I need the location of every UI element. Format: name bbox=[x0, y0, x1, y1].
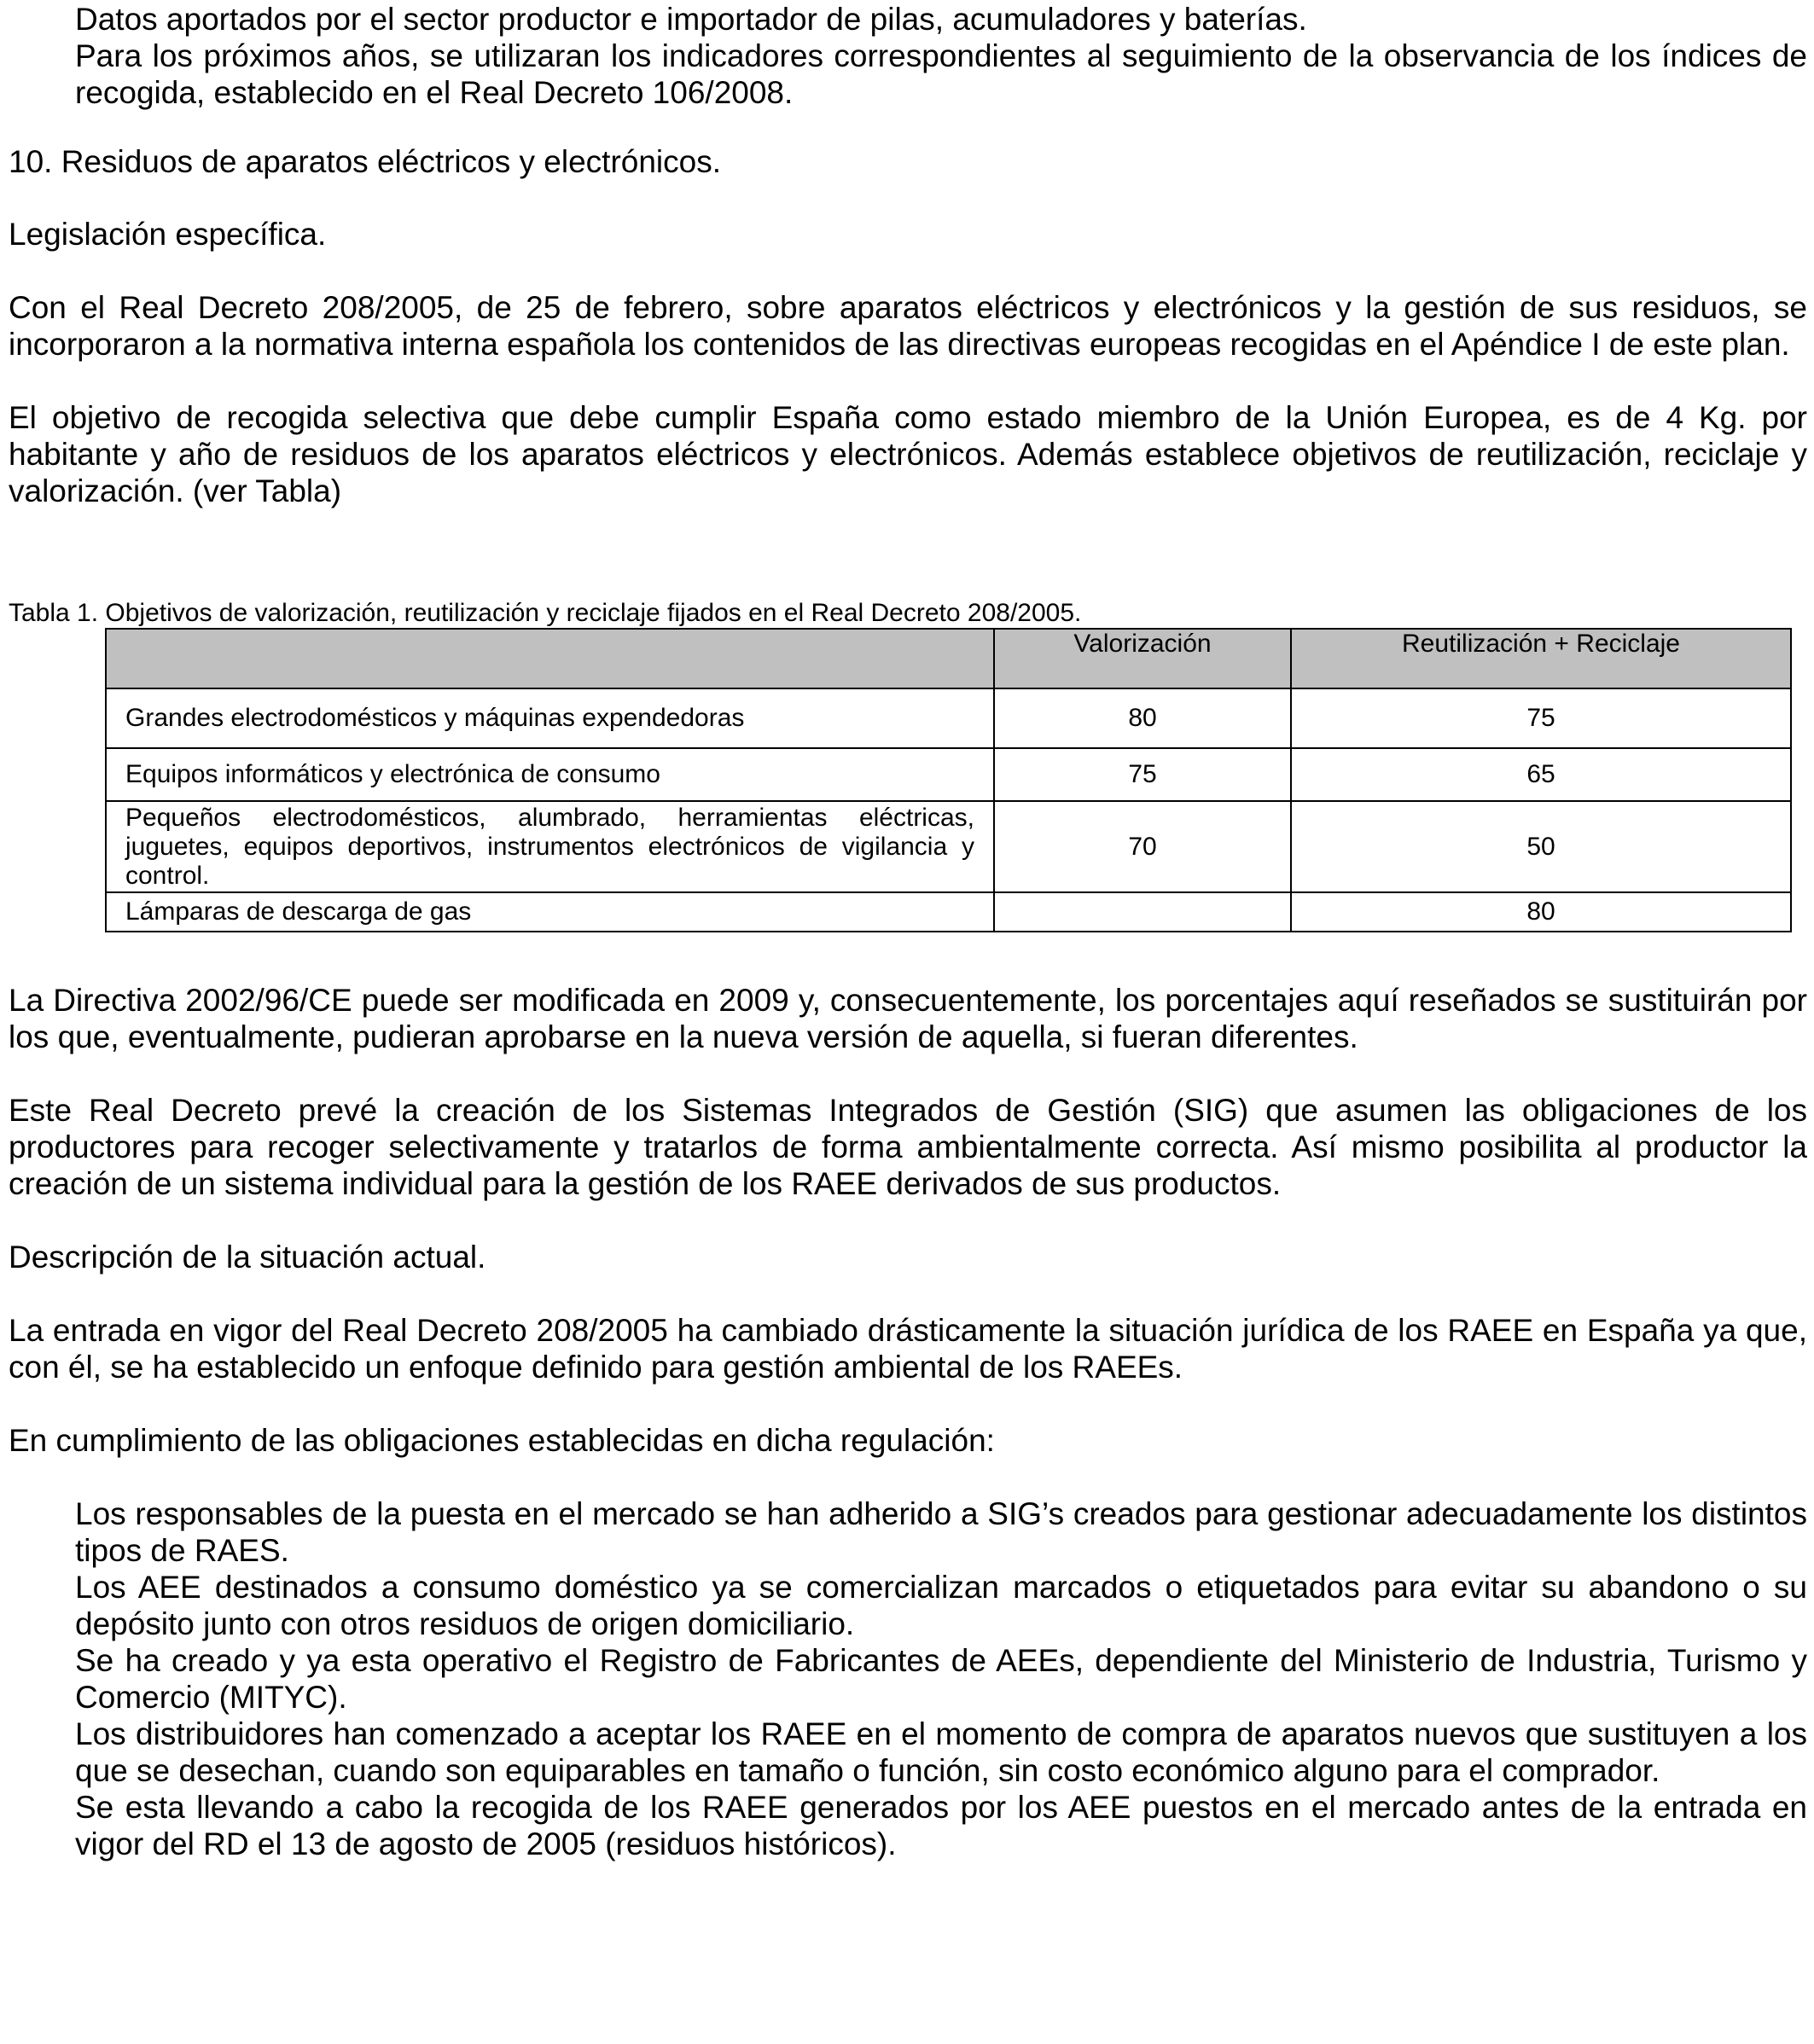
paragraph-entrada-vigor: La entrada en vigor del Real Decreto 208/2005 ha cambiado drásticamente la situación jurídica de los RAEE en España ya que, con él, se ha establecido un enfoque definido para gestión ambiental de los RAEEs. bbox=[9, 1313, 1807, 1385]
list-item: Los distribuidores han comenzado a aceptar los RAEE en el momento de compra de aparatos nuevos que sustituyen a los que se desechan, cuando son equiparables en tamaño o función, sin costo económico alguno para el comprador. bbox=[75, 1716, 1807, 1788]
obligations-list bbox=[9, 1495, 1807, 1862]
table-cell-valorizacion bbox=[994, 892, 1291, 932]
document-page bbox=[9, 0, 1807, 1862]
table-cell-category: Pequeños electrodomésticos, alumbrado, herramientas eléctricas, juguetes, equipos deportivos, instrumentos electrónicos de vigilancia y control. bbox=[106, 801, 994, 892]
table-cell-reutilizacion: 80 bbox=[1291, 892, 1791, 932]
table-header-blank bbox=[106, 629, 994, 688]
objectives-table bbox=[105, 628, 1792, 932]
paragraph-directiva: La Directiva 2002/96/CE puede ser modificada en 2009 y, consecuentemente, los porcentajes aquí reseñados se sustituirán por los que, eventualmente, pudieran aprobarse en la nueva versión de aquella, si fueran diferentes. bbox=[9, 983, 1807, 1054]
situation-heading: Descripción de la situación actual. bbox=[9, 1240, 486, 1275]
list-item: Los AEE destinados a consumo doméstico ya se comercializan marcados o etiquetados para evitar su abandono o su depósito junto con otros residuos de origen domiciliario. bbox=[75, 1570, 1807, 1641]
section-heading: 10. Residuos de aparatos eléctricos y electrónicos. bbox=[9, 144, 721, 179]
list-item: Se esta llevando a cabo la recogida de los RAEE generados por los AEE puestos en el mercado antes de la entrada en vigor del RD el 13 de agosto de 2005 (residuos históricos). bbox=[75, 1790, 1807, 1861]
table-row bbox=[106, 892, 1791, 932]
table-header-reutilizacion: Reutilización + Reciclaje bbox=[1291, 629, 1791, 688]
table-cell-category: Grandes electrodomésticos y máquinas expendedoras bbox=[106, 688, 994, 748]
table-row bbox=[106, 801, 1791, 892]
table-cell-reutilizacion: 50 bbox=[1291, 801, 1791, 892]
list-item: Se ha creado y ya esta operativo el Registro de Fabricantes de AEEs, dependiente del Ministerio de Industria, Turismo y Comercio (MITYC). bbox=[75, 1643, 1807, 1715]
intro-line: Datos aportados por el sector productor e importador de pilas, acumuladores y baterías. bbox=[75, 2, 1307, 37]
table-cell-reutilizacion: 65 bbox=[1291, 748, 1791, 801]
table-cell-valorizacion: 75 bbox=[994, 748, 1291, 801]
table-row bbox=[106, 688, 1791, 748]
table-cell-reutilizacion: 75 bbox=[1291, 688, 1791, 748]
table-header-valorizacion: Valorización bbox=[994, 629, 1291, 688]
table-cell-category: Equipos informáticos y electrónica de consumo bbox=[106, 748, 994, 801]
paragraph-cumplimiento: En cumplimiento de las obligaciones establecidas en dicha regulación: bbox=[9, 1423, 995, 1458]
table-row bbox=[106, 748, 1791, 801]
list-item: Los responsables de la puesta en el mercado se han adherido a SIG’s creados para gestionar adecuadamente los distintos tipos de RAES. bbox=[75, 1496, 1807, 1568]
table-cell-valorizacion: 70 bbox=[994, 801, 1291, 892]
paragraph-real-decreto: Con el Real Decreto 208/2005, de 25 de febrero, sobre aparatos eléctricos y electrónicos y la gestión de sus residuos, se incorporaron a la normativa interna española los contenidos de las directivas europeas recogidas en el Apéndice I de este plan. bbox=[9, 290, 1807, 362]
paragraph-sig: Este Real Decreto prevé la creación de los Sistemas Integrados de Gestión (SIG) que asumen las obligaciones de los productores para recoger selectivamente y tratarlos de forma ambientalmente correcta. Así mismo posibilita al productor la creación de un sistema individual para la gestión de los RAEE derivados de sus productos. bbox=[9, 1093, 1807, 1201]
table-cell-category: Lámparas de descarga de gas bbox=[106, 892, 994, 932]
intro-paragraph: Para los próximos años, se utilizaran los indicadores correspondientes al seguimiento de la observancia de los índices de recogida, establecido en el Real Decreto 106/2008. bbox=[75, 38, 1807, 110]
table-header-row bbox=[106, 629, 1791, 688]
table-cell-valorizacion: 80 bbox=[994, 688, 1291, 748]
paragraph-objetivo: El objetivo de recogida selectiva que debe cumplir España como estado miembro de la Unión Europea, es de 4 Kg. por habitante y año de residuos de los aparatos eléctricos y electrónicos. Además establece objetivos de reutilización, reciclaje y valorización. (ver Tabla) bbox=[9, 400, 1807, 508]
table-caption: Tabla 1. Objetivos de valorización, reutilización y reciclaje fijados en el Real Decreto 208/2005. bbox=[9, 599, 1082, 627]
legislation-heading: Legislación específica. bbox=[9, 217, 327, 252]
